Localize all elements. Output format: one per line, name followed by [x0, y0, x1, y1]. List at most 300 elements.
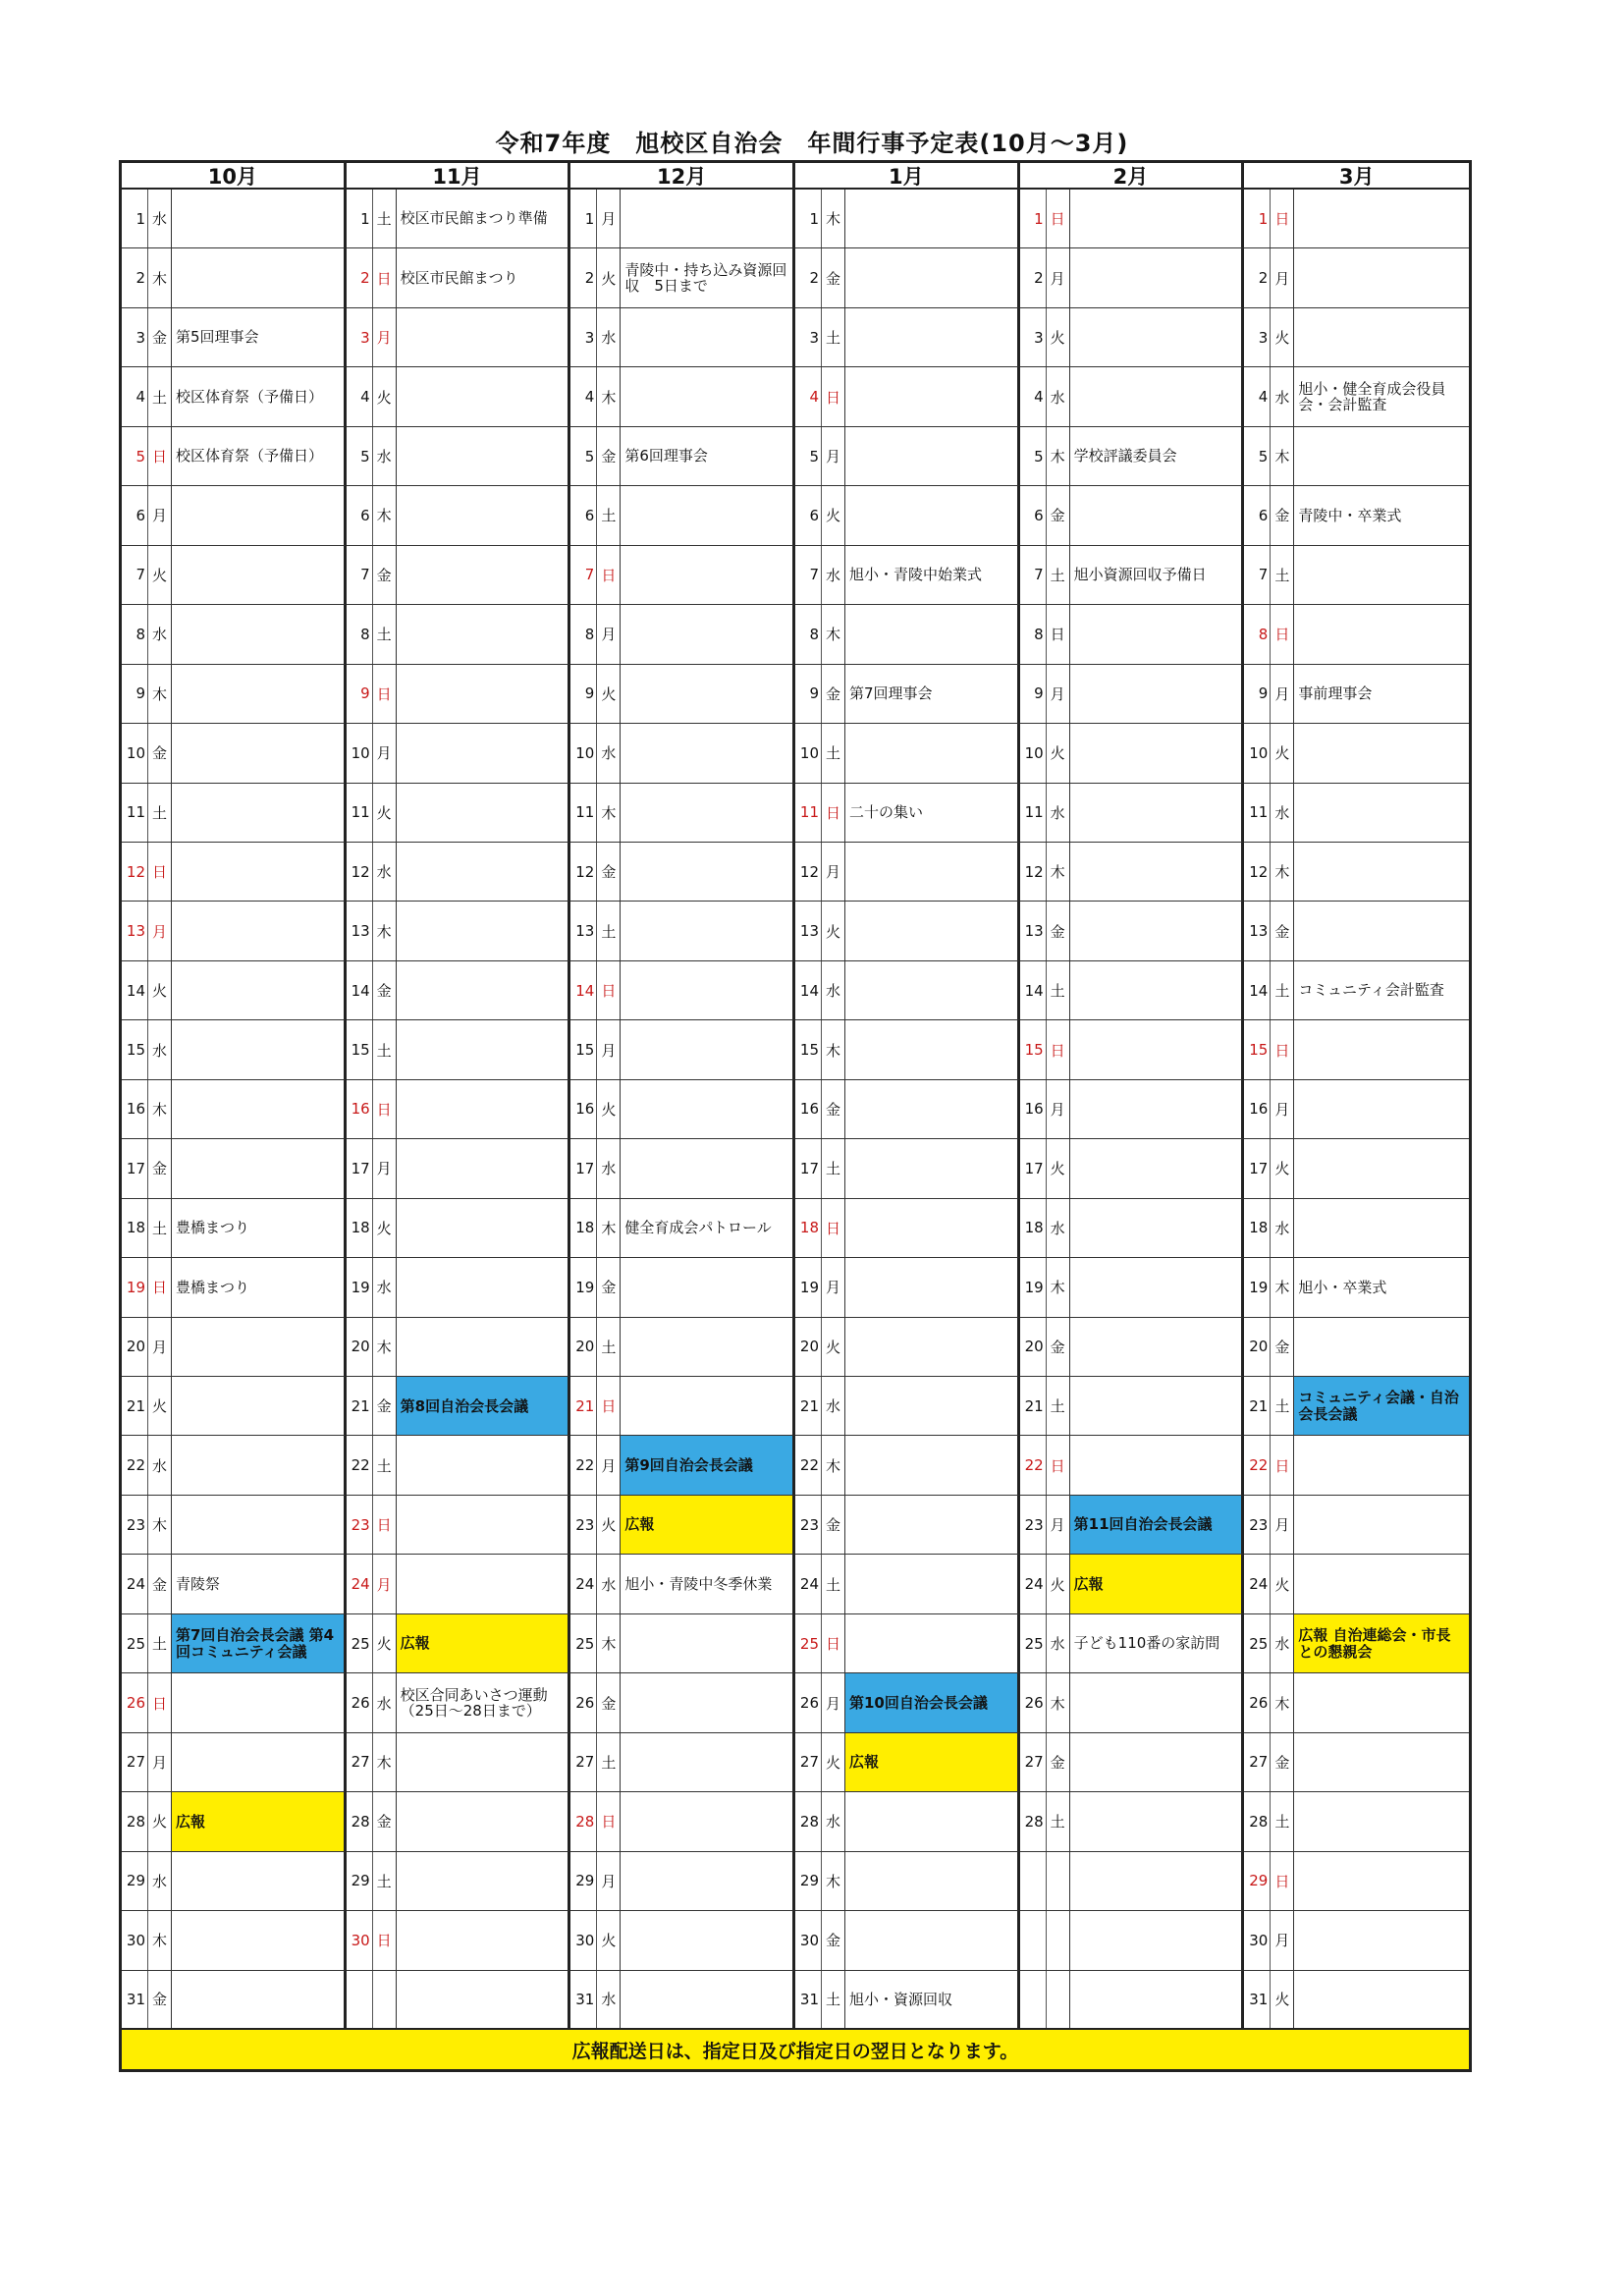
weekday: 日: [597, 1792, 621, 1850]
weekday: 火: [1271, 724, 1294, 782]
day-number: 11: [122, 784, 148, 842]
event-text: [621, 902, 792, 959]
event-text: [1070, 367, 1242, 425]
day-cell: [122, 190, 347, 248]
day-number: 18: [795, 1199, 822, 1257]
weekday: 木: [597, 784, 621, 842]
event-text: 子ども110番の家訪問: [1073, 1634, 1220, 1653]
day-number: 11: [795, 784, 822, 842]
event-text: 校区体育祭（予備日）: [176, 387, 324, 406]
day-cell: [1020, 1911, 1245, 1970]
day-cell: [795, 784, 1020, 843]
day-number: 25: [122, 1614, 148, 1672]
event-text: [172, 605, 344, 663]
event-text: [845, 486, 1017, 544]
event-text: [397, 902, 568, 959]
day-cell: [347, 1852, 571, 1911]
event-text: [1294, 1139, 1469, 1197]
day-cell: [122, 1614, 347, 1673]
day-cell: [570, 1199, 795, 1258]
day-number: 27: [122, 1733, 148, 1791]
day-cell: [795, 665, 1020, 724]
day-number: 23: [122, 1496, 148, 1554]
day-cell: [122, 1377, 347, 1436]
event-text: 青陵中・卒業式: [1298, 506, 1402, 524]
day-number: 27: [1020, 1733, 1047, 1791]
weekday: 月: [1271, 1911, 1294, 1969]
day-number: 21: [795, 1377, 822, 1435]
weekday: 土: [1271, 546, 1294, 604]
weekday: 木: [373, 1733, 397, 1791]
day-cell: [1020, 1080, 1245, 1139]
weekday: 火: [1047, 724, 1070, 782]
event-text: [1294, 724, 1469, 782]
day-number: 30: [1244, 1911, 1271, 1969]
day-number: 24: [795, 1555, 822, 1613]
event-text: [621, 367, 792, 425]
day-cell: [122, 1852, 347, 1911]
day-number: 13: [570, 902, 597, 959]
day-number: 28: [1020, 1792, 1047, 1850]
day-cell: [1020, 724, 1245, 783]
event-text: 校区市民館まつり: [400, 268, 518, 287]
event-text: [621, 190, 792, 247]
event-text: [1070, 1020, 1242, 1078]
event-text: [172, 665, 344, 723]
day-cell: [795, 961, 1020, 1020]
event-text: [1294, 1971, 1469, 2028]
day-number: 10: [570, 724, 597, 782]
day-number: 16: [1020, 1080, 1047, 1138]
event-text: [1070, 1911, 1242, 1969]
day-number: 15: [347, 1020, 373, 1078]
event-text: [1294, 248, 1469, 306]
day-cell: [1244, 1792, 1469, 1851]
weekday: 火: [148, 1377, 172, 1435]
weekday: 土: [822, 1555, 845, 1613]
day-cell: [122, 1673, 347, 1732]
day-cell: [347, 1258, 571, 1317]
day-cell: [795, 1377, 1020, 1436]
event-text: [621, 1080, 792, 1138]
day-cell: [1244, 784, 1469, 843]
event-text: [845, 190, 1017, 247]
event-text: 旭小・卒業式: [1298, 1278, 1387, 1296]
day-cell: [122, 843, 347, 902]
day-number: 1: [122, 190, 148, 247]
weekday: 火: [1047, 1139, 1070, 1197]
event-text: [621, 1020, 792, 1078]
day-number: 26: [1244, 1673, 1271, 1731]
event-text: [621, 1258, 792, 1316]
event-text: [397, 1020, 568, 1078]
weekday: 月: [822, 1258, 845, 1316]
day-number: 27: [1244, 1733, 1271, 1791]
day-number: 24: [570, 1555, 597, 1613]
day-number: 26: [1020, 1673, 1047, 1731]
month-header: 12月: [570, 163, 795, 190]
day-cell: [570, 1614, 795, 1673]
day-number: 4: [347, 367, 373, 425]
weekday: 日: [373, 1911, 397, 1969]
day-number: 5: [122, 427, 148, 485]
day-cell: [1244, 1020, 1469, 1079]
day-number: 27: [347, 1733, 373, 1791]
event-text: [397, 1733, 568, 1791]
day-number: 10: [1244, 724, 1271, 782]
day-cell: [122, 1258, 347, 1317]
day-cell: [1244, 486, 1469, 545]
day-number: [1020, 1911, 1047, 1969]
day-number: 12: [570, 843, 597, 901]
day-number: 25: [347, 1614, 373, 1672]
event-text: [172, 1733, 344, 1791]
weekday: 金: [1271, 902, 1294, 959]
weekday: 日: [148, 427, 172, 485]
month-header: 1月: [795, 163, 1020, 190]
day-number: 30: [795, 1911, 822, 1969]
day-cell: [1244, 1555, 1469, 1613]
weekday: 日: [1271, 1436, 1294, 1494]
day-number: 2: [1020, 248, 1047, 306]
day-cell: [570, 1911, 795, 1970]
day-cell: [347, 1139, 571, 1198]
weekday: 水: [597, 1971, 621, 2028]
weekday: 火: [1271, 308, 1294, 366]
day-cell: [1244, 1911, 1469, 1970]
event-text: [845, 1199, 1017, 1257]
day-cell: [1020, 427, 1245, 486]
weekday: 金: [373, 546, 397, 604]
event-text: [845, 1377, 1017, 1435]
event-text: [1070, 1733, 1242, 1791]
day-number: 4: [795, 367, 822, 425]
day-number: 20: [1020, 1318, 1047, 1376]
weekday: 月: [148, 486, 172, 544]
weekday: 火: [148, 961, 172, 1019]
event-text: [397, 1199, 568, 1257]
day-cell: [795, 486, 1020, 545]
event-text: [397, 1436, 568, 1494]
weekday: 日: [822, 1614, 845, 1672]
weekday: 月: [373, 1555, 397, 1613]
event-text: [621, 961, 792, 1019]
weekday: 木: [822, 1020, 845, 1078]
day-cell: [570, 190, 795, 248]
day-number: 15: [122, 1020, 148, 1078]
day-cell: [347, 843, 571, 902]
event-text: 広報: [1070, 1555, 1242, 1613]
day-cell: [570, 427, 795, 486]
day-cell: [1020, 1377, 1245, 1436]
event-text: [845, 1436, 1017, 1494]
day-cell: [1244, 724, 1469, 783]
weekday: 木: [822, 1436, 845, 1494]
event-text: 校区市民館まつり準備: [400, 209, 548, 228]
weekday: [373, 1971, 397, 2028]
event-text: [1070, 724, 1242, 782]
day-number: 29: [570, 1852, 597, 1910]
event-text: [621, 724, 792, 782]
day-cell: [795, 1436, 1020, 1495]
event-text: [621, 546, 792, 604]
event-text: 第11回自治会長会議: [1070, 1496, 1242, 1554]
day-cell: [122, 1080, 347, 1139]
weekday: 日: [373, 248, 397, 306]
day-cell: [795, 1199, 1020, 1258]
event-text: 第9回自治会長会議: [621, 1436, 792, 1494]
day-number: 5: [570, 427, 597, 485]
event-text: [1070, 486, 1242, 544]
event-text: コミュニティ会議・自治会長会議: [1294, 1377, 1469, 1435]
day-cell: [1020, 1673, 1245, 1732]
day-cell: [1244, 843, 1469, 902]
day-number: 3: [1020, 308, 1047, 366]
event-text: [397, 308, 568, 366]
day-cell: [570, 1318, 795, 1377]
day-number: [1020, 1852, 1047, 1910]
weekday: 金: [1047, 1733, 1070, 1791]
day-number: 2: [795, 248, 822, 306]
day-number: 21: [570, 1377, 597, 1435]
day-cell: [1244, 1377, 1469, 1436]
weekday: 木: [148, 1911, 172, 1969]
day-number: 17: [795, 1139, 822, 1197]
day-number: 8: [795, 605, 822, 663]
day-number: 1: [795, 190, 822, 247]
weekday: 水: [1047, 784, 1070, 842]
weekday: 土: [822, 1971, 845, 2028]
event-text: [172, 486, 344, 544]
event-text: 広報: [845, 1733, 1017, 1791]
event-text: [845, 1080, 1017, 1138]
day-cell: [347, 1792, 571, 1851]
event-text: 第8回自治会長会議: [397, 1377, 568, 1435]
day-number: 17: [570, 1139, 597, 1197]
event-text: [1070, 1673, 1242, 1731]
event-text: [845, 1555, 1017, 1613]
weekday: 土: [1047, 546, 1070, 604]
weekday: 金: [148, 308, 172, 366]
weekday: 土: [148, 367, 172, 425]
day-cell: [570, 1377, 795, 1436]
day-number: 2: [122, 248, 148, 306]
weekday: 金: [822, 248, 845, 306]
weekday: 火: [822, 902, 845, 959]
day-number: 29: [347, 1852, 373, 1910]
day-number: 17: [347, 1139, 373, 1197]
day-number: 17: [1020, 1139, 1047, 1197]
weekday: 火: [373, 784, 397, 842]
weekday: 土: [373, 605, 397, 663]
event-text: 旭小資源回収予備日: [1073, 566, 1207, 584]
day-cell: [1244, 1436, 1469, 1495]
event-text: [172, 784, 344, 842]
day-number: 2: [570, 248, 597, 306]
day-number: 17: [1244, 1139, 1271, 1197]
day-cell: [1244, 1080, 1469, 1139]
weekday: 水: [597, 1139, 621, 1197]
page-title: 令和7年度 旭校区自治会 年間行事予定表(10月～3月): [495, 130, 1129, 157]
day-cell: [570, 1792, 795, 1851]
weekday: 木: [822, 1852, 845, 1910]
weekday: 月: [1271, 665, 1294, 723]
day-number: 18: [122, 1199, 148, 1257]
event-text: [845, 902, 1017, 959]
event-text: [621, 665, 792, 723]
event-text: [397, 427, 568, 485]
event-text: [172, 190, 344, 247]
day-cell: [795, 1080, 1020, 1139]
day-number: 1: [570, 190, 597, 247]
day-cell: [1020, 248, 1245, 307]
day-number: 28: [1244, 1792, 1271, 1850]
day-number: 14: [1244, 961, 1271, 1019]
weekday: 水: [1271, 784, 1294, 842]
day-cell: [122, 1555, 347, 1613]
day-cell: [1020, 1496, 1245, 1555]
day-number: 7: [1020, 546, 1047, 604]
day-number: 22: [347, 1436, 373, 1494]
event-text: [845, 1318, 1017, 1376]
day-number: 6: [1020, 486, 1047, 544]
day-number: 27: [570, 1733, 597, 1791]
weekday: 木: [1047, 1673, 1070, 1731]
day-cell: [122, 1020, 347, 1079]
day-number: 7: [1244, 546, 1271, 604]
day-cell: [122, 784, 347, 843]
day-number: 24: [347, 1555, 373, 1613]
day-cell: [1244, 1318, 1469, 1377]
weekday: 火: [1271, 1555, 1294, 1613]
day-number: 6: [347, 486, 373, 544]
day-number: 15: [570, 1020, 597, 1078]
event-text: [172, 902, 344, 959]
weekday: 火: [597, 1911, 621, 1969]
weekday: 水: [148, 605, 172, 663]
day-cell: [570, 1139, 795, 1198]
day-cell: [570, 724, 795, 783]
day-cell: [122, 1733, 347, 1792]
event-text: [1070, 1139, 1242, 1197]
day-cell: [570, 1971, 795, 2030]
event-text: [172, 1496, 344, 1554]
day-cell: [122, 1792, 347, 1851]
weekday: 火: [373, 1614, 397, 1672]
day-cell: [795, 1733, 1020, 1792]
event-text: [1294, 1852, 1469, 1910]
day-number: 23: [570, 1496, 597, 1554]
event-text: [1070, 961, 1242, 1019]
day-cell: [347, 1020, 571, 1079]
weekday: 土: [1047, 961, 1070, 1019]
weekday: 日: [597, 1377, 621, 1435]
day-cell: [347, 961, 571, 1020]
event-text: [1294, 1792, 1469, 1850]
day-cell: [347, 486, 571, 545]
event-text: 第10回自治会長会議: [845, 1673, 1017, 1731]
day-number: 14: [122, 961, 148, 1019]
day-cell: [1244, 427, 1469, 486]
event-text: [1070, 308, 1242, 366]
event-text: [621, 1911, 792, 1969]
event-text: [1294, 308, 1469, 366]
weekday: 金: [1271, 1318, 1294, 1376]
day-number: 11: [570, 784, 597, 842]
day-number: 28: [570, 1792, 597, 1850]
weekday: 日: [1271, 1020, 1294, 1078]
day-cell: [570, 308, 795, 367]
day-cell: [570, 248, 795, 307]
event-text: [397, 1080, 568, 1138]
day-number: 21: [122, 1377, 148, 1435]
event-text: [621, 1971, 792, 2028]
event-text: [172, 248, 344, 306]
event-text: [1294, 1318, 1469, 1376]
day-number: 12: [122, 843, 148, 901]
day-number: 6: [570, 486, 597, 544]
weekday: 木: [373, 902, 397, 959]
day-number: 16: [795, 1080, 822, 1138]
day-number: 20: [1244, 1318, 1271, 1376]
weekday: 木: [148, 1496, 172, 1554]
weekday: 日: [822, 367, 845, 425]
event-text: [845, 248, 1017, 306]
weekday: 月: [1047, 248, 1070, 306]
weekday: 日: [148, 843, 172, 901]
day-cell: [122, 486, 347, 545]
day-number: 3: [347, 308, 373, 366]
day-cell: [122, 427, 347, 486]
day-number: 15: [1020, 1020, 1047, 1078]
day-cell: [347, 1971, 571, 2030]
event-text: [172, 724, 344, 782]
event-text: [397, 961, 568, 1019]
weekday: 火: [597, 1496, 621, 1554]
day-number: 5: [795, 427, 822, 485]
day-cell: [570, 961, 795, 1020]
day-number: 23: [795, 1496, 822, 1554]
day-cell: [795, 1614, 1020, 1673]
weekday: 木: [822, 605, 845, 663]
day-number: 8: [1020, 605, 1047, 663]
weekday: [1047, 1852, 1070, 1910]
event-text: [397, 1258, 568, 1316]
weekday: 月: [373, 1139, 397, 1197]
event-text: [172, 1080, 344, 1138]
event-text: [1070, 1852, 1242, 1910]
day-cell: [347, 1733, 571, 1792]
day-cell: [570, 1496, 795, 1555]
weekday: 木: [1271, 1673, 1294, 1731]
event-text: [172, 961, 344, 1019]
event-text: [172, 1971, 344, 2028]
weekday: 水: [148, 1852, 172, 1910]
event-text: 校区体育祭（予備日）: [176, 447, 324, 465]
weekday: 土: [822, 1139, 845, 1197]
weekday: 水: [1047, 1614, 1070, 1672]
day-cell: [1244, 308, 1469, 367]
day-number: 5: [347, 427, 373, 485]
day-number: 8: [122, 605, 148, 663]
weekday: 土: [373, 1436, 397, 1494]
event-text: [845, 1258, 1017, 1316]
weekday: 土: [1271, 961, 1294, 1019]
day-cell: [122, 1139, 347, 1198]
event-text: [621, 486, 792, 544]
day-cell: [1020, 902, 1245, 960]
day-number: 11: [347, 784, 373, 842]
